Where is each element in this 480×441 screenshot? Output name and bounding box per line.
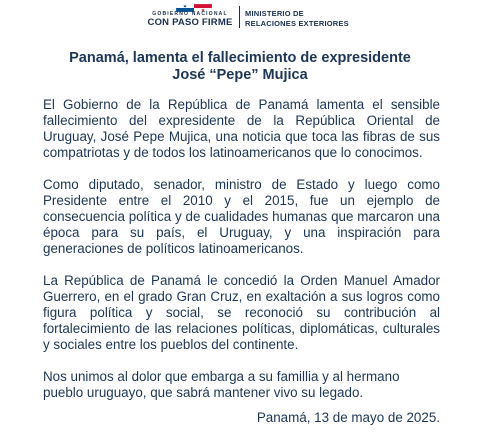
statement-body: [43, 97, 440, 417]
ministry-name: [245, 9, 349, 28]
title-line-1: Panamá, lamenta el fallecimiento de expresidente: [69, 50, 411, 66]
ministry-line-2: RELACIONES EXTERIORES: [245, 18, 349, 28]
statement-title: [20, 50, 460, 84]
government-slogan: CON PASO FIRME: [147, 17, 233, 28]
header: [0, 0, 480, 36]
paragraph: El Gobierno de la República de Panamá lamenta el sensible fallecimiento del expresidente de la República Oriental de Uruguay, José Pepe Mujica, una noticia que toca las fibras de sus compatriotas y de todos los latinoamericanos que lo conocimos.: [43, 97, 440, 160]
ministry-line-1: MINISTERIO DE: [245, 9, 304, 18]
government-label: GOBIERNO NACIONAL: [152, 11, 228, 17]
paragraph: Nos unimos al dolor que embarga a su famillia y al hermano pueblo uruguayo, que sabrá mantener vivo su legado.: [43, 369, 400, 400]
paragraph: Como diputado, senador, ministro de Estado y luego como Presidente entre el 2010 y el 2015, fue un ejemplo de consecuencia política y de cualidades humanas que marcaron una época para su país, el Uruguay, y una inspiración para generaciones de políticos latinoamericanos.: [43, 177, 440, 256]
paragraph: La República de Panamá le concedió la Orden Manuel Amador Guerrero, en el grado Gran Cruz, en exaltación a sus logros como figura política y social, se reconoció su contribución al fortalecimiento de las relaciones políticas, diplomáticas, culturales y sociales entre los pueblos del continente.: [43, 273, 440, 352]
date-signoff: Panamá, 13 de mayo de 2025.: [256, 410, 440, 425]
logo-divider: [239, 6, 240, 28]
title-line-2: José “Pepe” Mujica: [172, 67, 308, 83]
